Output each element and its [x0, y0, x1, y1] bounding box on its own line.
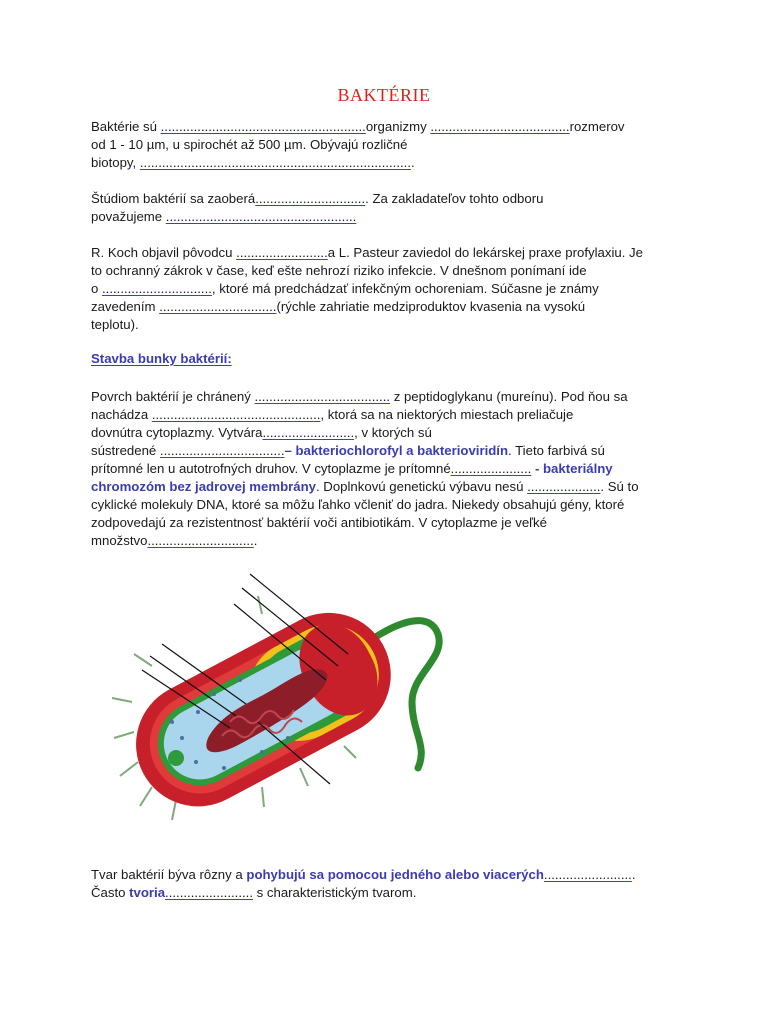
- text: . Sú to: [600, 479, 639, 494]
- text: , ktorá sa na niektorých miestach preliačuje: [320, 407, 574, 422]
- text: to ochranný zákrok v čase, keď ešte nehrozí riziko infekcie. V dnešnom ponímaní ide: [91, 263, 587, 278]
- blank-field: ......................: [450, 461, 532, 476]
- text: Často: [91, 885, 130, 900]
- text: od 1 - 10 µm, u spirochét až 500 µm. Obývajú rozličné: [91, 137, 408, 152]
- blank-field: .............................: [147, 533, 254, 548]
- highlighted-text: - bakteriálny: [531, 461, 613, 476]
- page-title: BAKTÉRIE: [337, 85, 431, 105]
- blank-field: ................................: [159, 299, 277, 314]
- text: a L. Pasteur zaviedol do lekárskej praxe profylaxiu. Je: [327, 245, 643, 260]
- text: .: [411, 155, 415, 170]
- text: .: [631, 867, 636, 882]
- paragraph-koch-pasteur: [91, 244, 681, 334]
- blank-field: ..............................: [102, 281, 212, 296]
- highlighted-text: chromozóm bez jadrovej membrány: [91, 479, 316, 494]
- blank-field: ........................: [543, 867, 632, 882]
- text: Baktérie sú: [91, 119, 161, 134]
- text: organizmy: [365, 119, 431, 134]
- highlighted-text: pohybujú sa pomocou jedného alebo viacerých: [246, 867, 544, 882]
- text: Štúdiom baktérií sa zaoberá: [91, 191, 256, 206]
- text: teplotu).: [91, 317, 139, 332]
- paragraph-cell-structure: [91, 388, 681, 550]
- text: nachádza: [91, 407, 152, 422]
- blank-field: ........................................................: [160, 119, 366, 134]
- text: dovnútra cytoplazmy. Vytvára: [91, 425, 263, 440]
- text: R. Koch objavil pôvodcu: [91, 245, 237, 260]
- text: .: [253, 533, 258, 548]
- text: cyklické molekuly DNA, ktoré sa môžu ľahko včleniť do jadra. Niekedy obsahujú gény, ktoré: [91, 497, 625, 512]
- text: . Doplnkovú genetickú výbavu nesú: [315, 479, 528, 494]
- text: . Za zakladateľov tohto odboru: [365, 191, 544, 206]
- text: (rýchle zahriatie medziproduktov kvasenia na vysokú: [276, 299, 586, 314]
- text: z peptidoglykanu (mureínu). Pod ňou sa: [390, 389, 628, 404]
- blank-field: .........................: [236, 245, 328, 260]
- text: prítomné len u autotrofných druhov. V cytoplazme je prítomné: [91, 461, 451, 476]
- highlighted-text: – bakteriochlorofyl a bakterioviridín: [284, 443, 509, 458]
- text: zavedením: [91, 299, 160, 314]
- text: , ktoré má predchádzať infekčným ochoreniam. Súčasne je známy: [211, 281, 599, 296]
- blank-field: ......................................: [430, 119, 570, 134]
- bacterium-cell-diagram: [112, 562, 452, 832]
- blank-field: ....................: [527, 479, 601, 494]
- blank-field: ..............................: [255, 191, 366, 206]
- text: s charakteristickým tvarom.: [252, 885, 417, 900]
- blank-field: ..............................................: [151, 407, 321, 422]
- blank-field: ..........................................................................: [139, 155, 412, 170]
- text: Tvar baktérií býva rôzny a: [91, 867, 247, 882]
- text: sústredené: [91, 443, 160, 458]
- text: rozmerov: [569, 119, 625, 134]
- blank-field: .....................................: [254, 389, 391, 404]
- highlighted-text: tvoria: [129, 885, 166, 900]
- text: o: [91, 281, 102, 296]
- blank-field: .........................: [262, 425, 355, 440]
- text: považujeme: [91, 209, 166, 224]
- plasmid: [168, 750, 184, 766]
- blank-field: ..................................: [159, 443, 285, 458]
- text: Povrch baktérií je chránený: [91, 389, 255, 404]
- text: . Tieto farbivá sú: [508, 443, 605, 458]
- paragraph-intro: [91, 118, 681, 172]
- paragraph-study: [91, 190, 681, 226]
- paragraph-shape: [91, 866, 681, 902]
- blank-field: ........................: [165, 885, 253, 900]
- blank-field: ....................................................: [165, 209, 357, 224]
- text: zodpovedajú za rezistentnosť baktérií voči antibiotikám. V cytoplazme je veľké: [91, 515, 547, 530]
- text: , v ktorých sú: [354, 425, 432, 440]
- text: množstvo: [91, 533, 148, 548]
- text: biotopy,: [91, 155, 140, 170]
- section-heading: Stavba bunky baktérií:: [91, 351, 232, 366]
